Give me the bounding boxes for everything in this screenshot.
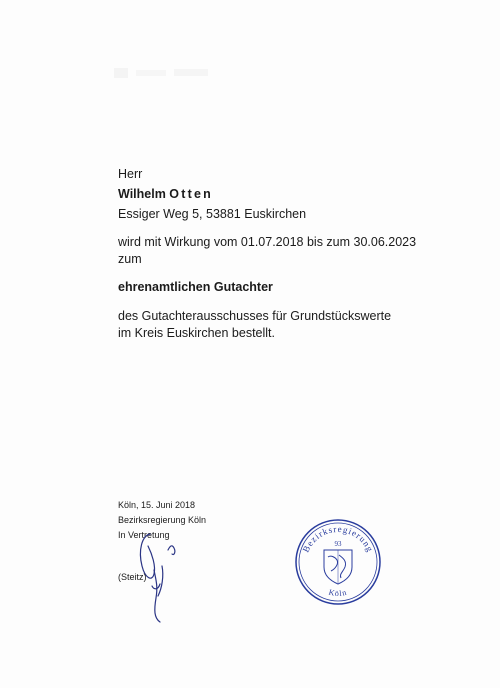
seal-bottom-text: Köln (327, 587, 349, 599)
svg-text:Köln (328, 588, 349, 598)
deputy-note: In Vertretung (118, 530, 170, 540)
appointment-role: ehrenamtlichen Gutachter (118, 280, 273, 294)
issuing-authority: Bezirksregierung Köln (118, 515, 207, 525)
faint-header-mark (112, 62, 212, 84)
committee-line-1: des Gutachterausschusses für Grundstückswerte (118, 309, 392, 323)
seal-number: 93 (334, 540, 342, 548)
coat-of-arms-icon (324, 550, 352, 584)
recipient-address: Essiger Weg 5, 53881 Euskirchen (118, 207, 307, 221)
place-date: Köln, 15. Juni 2018 (118, 500, 196, 510)
seal-top-text: Bezirksregierung (300, 523, 376, 554)
recipient-last-name: Otten (169, 187, 213, 201)
official-seal (293, 517, 383, 612)
recipient-first-name: Wilhelm (118, 187, 166, 201)
salutation: Herr (118, 167, 143, 181)
signer-name: (Steitz) (118, 572, 147, 582)
appointment-line-2: zum (118, 252, 142, 266)
appointment-line-1: wird mit Wirkung vom 01.07.2018 bis zum 30.06.2023 (118, 235, 417, 249)
committee-line-2: im Kreis Euskirchen bestellt. (118, 326, 276, 340)
recipient-name (118, 187, 213, 201)
